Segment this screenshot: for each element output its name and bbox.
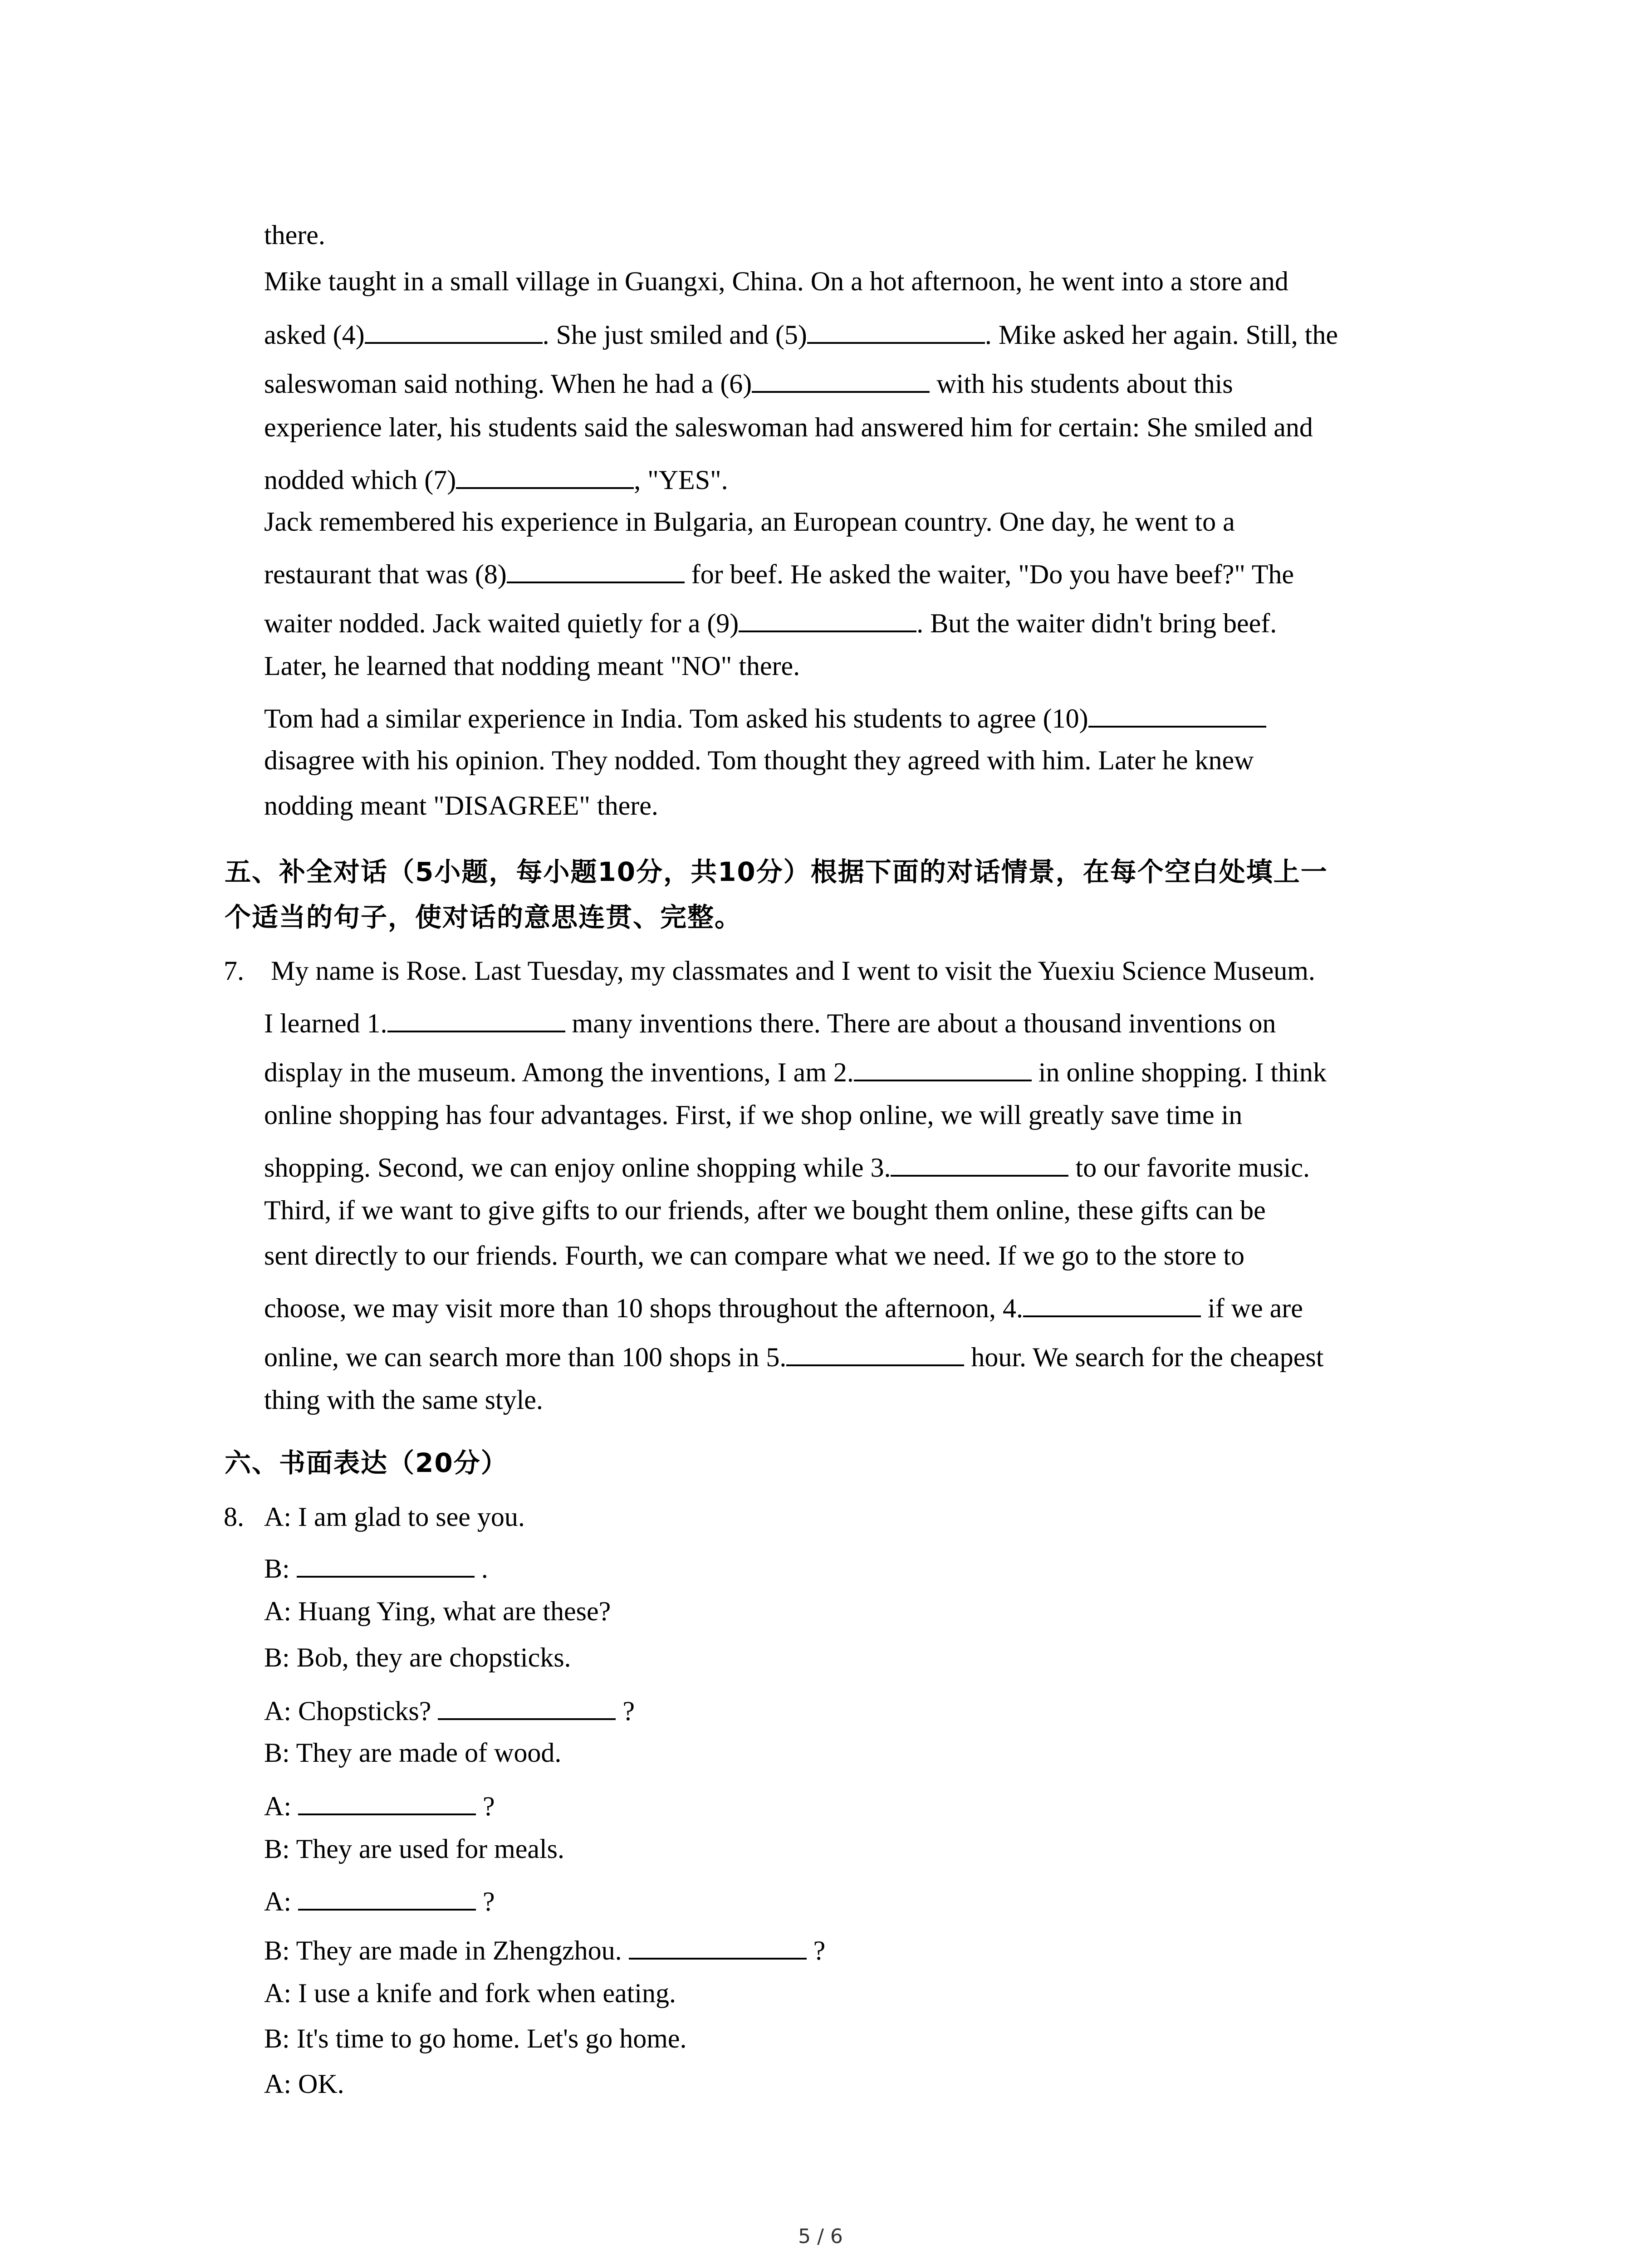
dialogue-line: B: It's time to go home. Let's go home. <box>264 2024 687 2053</box>
dialogue-line: B: They are used for meals. <box>264 1834 565 1864</box>
passage-line: there. <box>264 220 325 250</box>
dialogue-line: A: Chopsticks? ? <box>264 1694 635 1725</box>
dialogue-line: A: ? <box>264 1884 495 1915</box>
answer-blank[interactable] <box>752 367 930 393</box>
dialogue-line: A: I use a knife and fork when eating. <box>264 1978 676 2008</box>
dialogue-line: B: They are made of wood. <box>264 1738 562 1768</box>
passage-line: Tom had a similar experience in India. Tom asked his students to agree (10) <box>264 701 1266 732</box>
passage-line: nodded which (7) , "YES". <box>264 463 728 494</box>
dialogue-line: B: They are made in Zhengzhou. ? <box>264 1933 825 1964</box>
dialogue-line: 8. A: I am glad to see you. <box>224 1502 525 1532</box>
question-7-line: display in the museum. Among the inventions, I am 2. in online shopping. I think <box>264 1055 1327 1086</box>
passage-line: Mike taught in a small village in Guangxi, China. On a hot afternoon, he went into a store and <box>264 266 1288 296</box>
dialogue-line: B: Bob, they are chopsticks. <box>264 1642 571 1672</box>
answer-blank[interactable] <box>807 318 985 344</box>
page-number: 5 / 6 <box>798 2225 843 2248</box>
question-7-line: sent directly to our friends. Fourth, we can compare what we need. If we go to the store to <box>264 1241 1244 1271</box>
passage-line: Jack remembered his experience in Bulgaria, an European country. One day, he went to a <box>264 507 1235 537</box>
question-7-line: online shopping has four advantages. First, if we shop online, we will greatly save time in <box>264 1100 1243 1130</box>
answer-blank[interactable] <box>298 1789 476 1815</box>
answer-blank[interactable] <box>365 318 543 344</box>
question-number: 8. <box>224 1502 244 1532</box>
section-heading: 六、书面表达（20分） <box>225 1447 508 1478</box>
question-7-line: Third, if we want to give gifts to our friends, after we bought them online, these gifts can be <box>264 1195 1266 1225</box>
passage-line: Later, he learned that nodding meant "NO" there. <box>264 651 800 681</box>
answer-blank[interactable] <box>854 1055 1032 1081</box>
answer-blank[interactable] <box>438 1694 616 1720</box>
answer-blank[interactable] <box>456 463 634 489</box>
answer-blank[interactable] <box>739 606 916 632</box>
answer-blank[interactable] <box>297 1551 475 1578</box>
question-7-line: 7. My name is Rose. Last Tuesday, my classmates and I went to visit the Yuexiu Science Museum. <box>224 956 1315 986</box>
answer-blank[interactable] <box>1088 701 1266 728</box>
dialogue-line: A: ? <box>264 1789 495 1820</box>
answer-blank[interactable] <box>507 557 685 583</box>
question-number: 7. <box>224 956 244 986</box>
passage-line: waiter nodded. Jack waited quietly for a (9) . But the waiter didn't bring beef. <box>264 606 1277 637</box>
passage-line: experience later, his students said the saleswoman had answered him for certain: She smiled and <box>264 412 1313 442</box>
answer-blank[interactable] <box>891 1150 1068 1177</box>
question-7-line: online, we can search more than 100 shops in 5. hour. We search for the cheapest <box>264 1340 1323 1371</box>
dialogue-line: B: . <box>264 1551 488 1582</box>
dialogue-line: A: Huang Ying, what are these? <box>264 1596 611 1626</box>
answer-blank[interactable] <box>1023 1291 1201 1317</box>
question-7-line: I learned 1. many inventions there. There are about a thousand inventions on <box>264 1006 1276 1037</box>
answer-blank[interactable] <box>786 1340 964 1366</box>
dialogue-line: A: OK. <box>264 2069 344 2099</box>
passage-line: disagree with his opinion. They nodded. Tom thought they agreed with him. Later he knew <box>264 745 1254 775</box>
passage-line: asked (4) . She just smiled and (5) . Mike asked her again. Still, the <box>264 318 1338 348</box>
passage-line: restaurant that was (8) for beef. He asked the waiter, "Do you have beef?" The <box>264 557 1294 588</box>
answer-blank[interactable] <box>298 1884 476 1911</box>
passage-line: nodding meant "DISAGREE" there. <box>264 791 658 821</box>
section-heading: 个适当的句子，使对话的意思连贯、完整。 <box>225 902 742 933</box>
passage-line: saleswoman said nothing. When he had a (6) with his students about this <box>264 367 1233 397</box>
answer-blank[interactable] <box>629 1933 807 1960</box>
question-7-line: shopping. Second, we can enjoy online shopping while 3. to our favorite music. <box>264 1150 1310 1181</box>
answer-blank[interactable] <box>387 1006 565 1032</box>
question-7-line: thing with the same style. <box>264 1385 543 1415</box>
question-7-line: choose, we may visit more than 10 shops throughout the afternoon, 4. if we are <box>264 1291 1303 1322</box>
section-heading: 五、补全对话（5小题，每小题10分，共10分）根据下面的对话情景，在每个空白处填上一 <box>225 856 1328 887</box>
